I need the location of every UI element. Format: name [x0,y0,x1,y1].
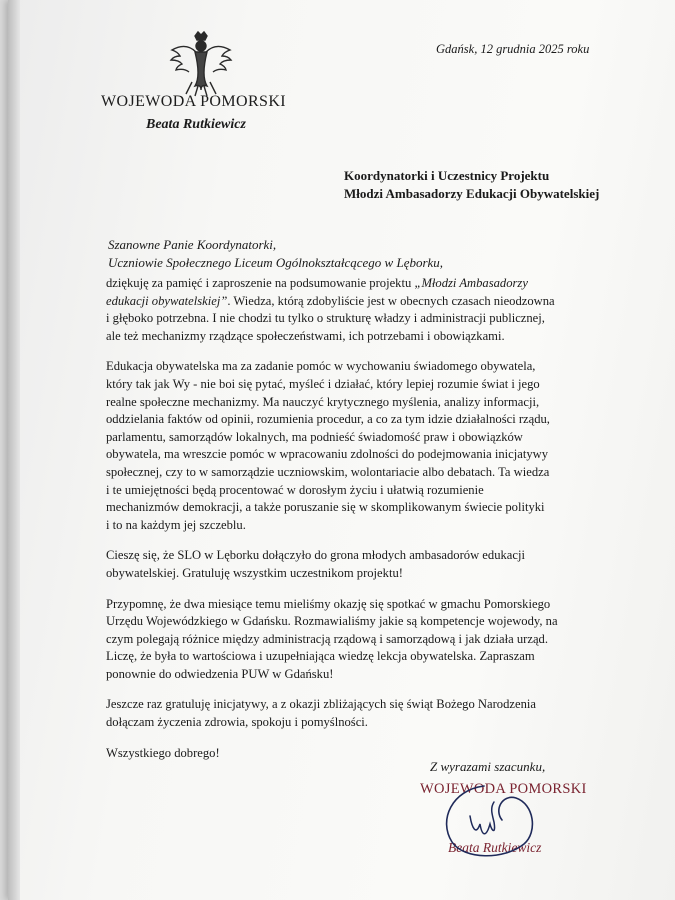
stamp-office: WOJEWODA POMORSKI [420,781,587,797]
paragraph-meeting [106,596,611,684]
salutation-line-2: Uczniowie Społecznego Liceum Ogólnokształcącego w Lęborku, [108,255,444,270]
white-eagle-emblem-icon [168,30,234,98]
body-line [106,275,611,293]
body-line: i to na każdym jej szczeblu. [106,517,246,532]
letterhead-office: WOJEWODA POMORSKI [101,93,287,110]
paragraph-wishes [106,696,611,731]
place-and-date: Gdańsk, 12 grudnia 2025 roku [436,42,590,56]
body-line: Liczę, że była to wartościowa i uzupełniająca wiedzę lekcja obywatelska. Zapraszam [106,649,535,664]
body-text: . Wiedza, którą zdobyliście jest w obecnych czasach nieodzowna [227,293,555,308]
body-line: dołączam życzenia zdrowia, spokoju i pomyślności. [106,715,368,730]
body-line: czym polegają różnice między administracją rządową i samorządową i jak działa urząd. [106,631,548,646]
body-line: Urzędu Wojewódzkiego w Gdańsku. Rozmawialiśmy jakie są kompetencje wojewody, na [106,614,558,629]
body-line: i głęboko potrzebna. I nie chodzi tu tylko o strukturę władzy i administracji publicznej, [106,311,545,326]
paragraph-thanks [106,275,611,345]
body-line [106,293,611,311]
body-line: społecznej, czy to w samorządzie uczniowskim, wolontariacie albo debatach. Ta wiedza [106,464,550,479]
project-name-italic: „Młodzi Ambasadorzy [414,276,528,290]
stamp-person: Beata Rutkiewicz [448,840,542,855]
paragraph-civic-education [106,358,611,534]
body-text: dziękuję za pamięć i zaproszenie na podsumowanie projektu [106,276,415,290]
body-line: ale też mechanizmy rządzące społeczeństwami, ich potrzebami i obowiązkami. [106,328,505,343]
body-line: oddzielania faktów od opinii, rozumienia procedur, a co za tym idzie działalności rządu, [106,412,550,427]
recipient-line-1: Koordynatorki i Uczestnicy Projektu [344,168,550,183]
body-line: Edukacja obywatelska ma za zadanie pomóc w wychowaniu świadomego obywatela, [106,359,536,374]
body-line: Wszystkiego dobrego! [106,745,220,760]
body-line: który tak jak Wy - nie boi się pytać, myśleć i działać, który lepiej rozumie świat i jego [106,376,540,391]
salutation-line-1: Szanowne Panie Koordynatorki, [108,237,277,252]
recipient-block [344,167,599,203]
paragraph-congratulations [106,547,611,582]
body-line: obywatela, ma wreszcie pomóc w wpracowaniu zdolności do podejmowania inicjatywy [106,447,549,462]
recipient-line-2: Młodzi Ambasadorzy Edukacji Obywatelskiej [344,186,600,201]
body-line: parlamentu, samorządów lokalnych, ma podnieść świadomość praw i obowiązków [106,429,523,444]
body-line: Cieszę się, że SLO w Lęborku dołączyło do grona młodych ambasadorów edukacji [106,548,525,563]
body-line: realne społeczne mechanizmy. Ma nauczyć krytycznego myślenia, analizy informacji, [106,394,540,409]
closing-formula: Z wyrazami szacunku, [430,759,546,774]
body-line: mechanizmów demokracji, a także poruszanie się w skomplikowanym świecie polityki [106,500,545,515]
body-line: ponownie do odwiedzenia PUW w Gdańsku! [106,666,334,681]
body-line: i te umiejętności będą procentować w dorosłym życiu i ułatwią rozumienie [106,482,484,497]
handwritten-signature-icon [432,780,552,860]
project-name-italic: edukacji obywatelskiej” [106,293,228,308]
letter-body [106,275,611,775]
body-line: Jeszcze raz gratuluję inicjatywy, a z okazji zbliżających się świąt Bożego Narodzenia [106,697,536,712]
salutation-block [108,236,443,272]
body-line: Przypomnę, że dwa miesiące temu mieliśmy okazję się spotkać w gmachu Pomorskiego [106,596,551,611]
page-edge-shadow [8,0,20,900]
body-line: obywatelskiej. Gratuluję wszystkim uczestnikom projektu! [106,565,403,580]
letterhead-person: Beata Rutkiewicz [146,117,246,132]
